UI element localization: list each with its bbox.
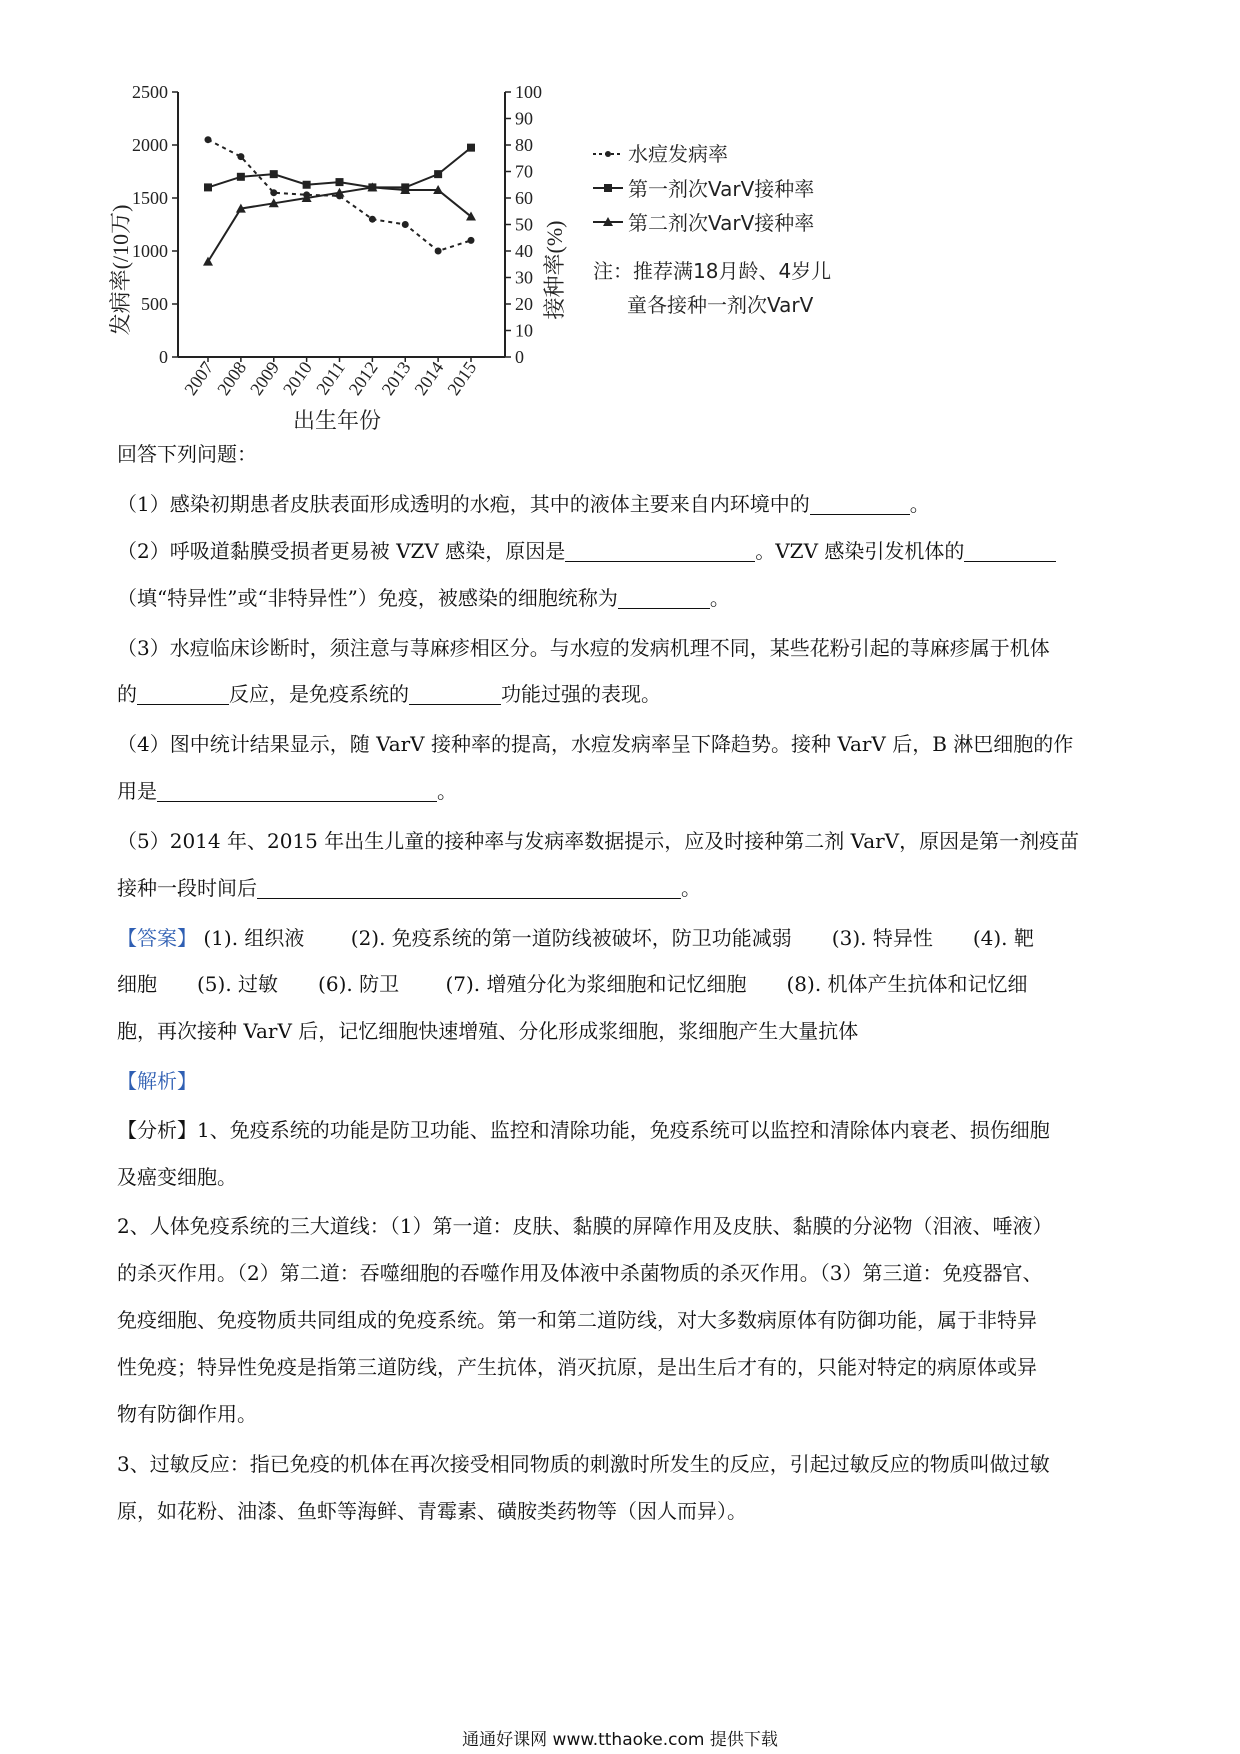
right-tick-label: 40 <box>515 241 533 261</box>
x-tick-label: 2007 <box>180 357 218 399</box>
question-3-line1: （3）水痘临床诊断时，须注意与荨麻疹相区分。与水痘的发病机理不同，某些花粉引起的荨麻疹属于机体 <box>117 636 1050 660</box>
analysis-p3-line2: 原，如花粉、油漆、鱼虾等海鲜、青霉素、磺胺类药物等（因人而异）。 <box>117 1499 747 1523</box>
analysis-p2-line1: 2、人体免疫系统的三大道线：（1）第一道：皮肤、黏膜的屏障作用及皮肤、黏膜的分泌物（泪液、唾液） <box>117 1214 1053 1238</box>
question-3-line2: 的 反应，是免疫系统的 功能过强的表现。 <box>117 682 661 706</box>
answer-tag: 【答案】 <box>117 926 197 950</box>
chart-note-line1: 注：推荐满18月龄、4岁儿 <box>593 259 832 283</box>
right-tick-label: 0 <box>515 347 524 367</box>
right-tick-label: 80 <box>515 135 533 155</box>
y-axis-label-right: 接种率(%) <box>542 220 567 320</box>
analysis-p2-line2: 的杀灭作用。（2）第二道：吞噬细胞的吞噬作用及体液中杀菌物质的杀灭作用。（3）第三道：免疫器官、 <box>117 1261 1043 1285</box>
right-tick-label: 50 <box>515 214 533 235</box>
legend-item-1 <box>593 142 728 166</box>
series-1-point <box>468 237 475 244</box>
analysis-p1-line1: 【分析】1、免疫系统的功能是防卫功能、监控和清除功能，免疫系统可以监控和清除体内衰老、损伤细胞 <box>117 1118 1050 1142</box>
analysis-tag: 【解析】 <box>117 1069 197 1093</box>
x-tick-label: 2010 <box>278 357 316 399</box>
question-5-line2: 接种一段时间后 。 <box>117 876 701 900</box>
footer: 通通好课网 www.tthaoke.com 提供下载 <box>462 1730 778 1750</box>
series-1-point <box>270 189 277 196</box>
series-2-point <box>237 173 245 181</box>
question-5-line1: （5）2014 年、2015 年出生儿童的接种率与发病率数据提示，应及时接种第二剂 VarV，原因是第一剂疫苗 <box>117 829 1080 853</box>
right-tick-label: 100 <box>515 82 542 102</box>
legend-label-1: 水痘发病率 <box>628 142 728 166</box>
legend-label-2: 第一剂次VarV接种率 <box>628 177 815 201</box>
question-2-line2: （填“特异性”或“非特异性”）免疫，被感染的细胞统称为 。 <box>117 586 730 610</box>
series-2-point <box>336 178 344 186</box>
question-4-line1: （4）图中统计结果显示，随 VarV 接种率的提高，水痘发病率呈下降趋势。接种 VarV 后，B 淋巴细胞的作 <box>117 732 1074 756</box>
analysis-p2-line3: 免疫细胞、免疫物质共同组成的免疫系统。第一和第二道防线，对大多数病原体有防御功能，属于非特异 <box>117 1308 1037 1332</box>
x-tick-label: 2015 <box>443 357 481 399</box>
series-1-point <box>369 216 376 223</box>
vaccination-chart <box>100 80 980 500</box>
right-tick-label: 30 <box>515 267 533 288</box>
analysis-p2-line5: 物有防御作用。 <box>117 1402 257 1426</box>
series-1-point <box>205 136 212 143</box>
analysis-p3-line1: 3、过敏反应：指已免疫的机体在再次接受相同物质的刺激时所发生的反应，引起过敏反应的物质叫做过敏 <box>117 1452 1050 1476</box>
left-tick-label: 2500 <box>132 82 168 102</box>
right-tick-label: 70 <box>515 161 533 182</box>
right-tick-label: 10 <box>515 320 533 341</box>
right-tick-label: 90 <box>515 108 533 129</box>
left-tick-label: 0 <box>159 347 168 367</box>
legend-label-3: 第二剂次VarV接种率 <box>628 211 815 235</box>
analysis-p1-line2: 及癌变细胞。 <box>117 1165 237 1189</box>
question-4-line2: 用是 。 <box>117 779 457 803</box>
right-tick-label: 60 <box>515 188 533 208</box>
x-tick-label: 2009 <box>245 357 284 399</box>
question-1: （1）感染初期患者皮肤表面形成透明的水疱，其中的液体主要来自内环境中的 。 <box>117 492 930 516</box>
answer-line3: 胞，再次接种 VarV 后，记忆细胞快速增殖、分化形成浆细胞，浆细胞产生大量抗体 <box>117 1019 859 1043</box>
question-2-line1: （2）呼吸道黏膜受损者更易被 VZV 感染，原因是 。VZV 感染引发机体的 <box>117 537 1056 565</box>
series-3-point <box>203 257 213 266</box>
chart-note-line2: 童各接种一剂次VarV <box>627 293 814 317</box>
series-2-point <box>303 181 311 189</box>
left-tick-label: 1500 <box>132 188 168 208</box>
series-2-point <box>467 144 475 152</box>
series-1-point <box>237 153 244 160</box>
series-2-point <box>204 183 212 191</box>
y-axis-label-left: 发病率(/10万) <box>108 204 133 336</box>
series-1-point <box>435 248 442 255</box>
legend <box>593 142 831 317</box>
series-2-point <box>434 170 442 178</box>
answer-line1: 【答案】 (1). 组织液 (2). 免疫系统的第一道防线被破坏，防卫功能减弱 (3). 特异性 (4). 靶 <box>117 926 1034 950</box>
x-tick-label: 2011 <box>312 357 349 399</box>
question-prompt: 回答下列问题： <box>117 442 257 466</box>
x-tick-label: 2013 <box>377 357 415 399</box>
x-axis-label: 出生年份 <box>292 408 382 433</box>
answer-line2: 细胞 (5). 过敏 (6). 防卫 (7). 增殖分化为浆细胞和记忆细胞 (8). 机体产生抗体和记忆细 <box>117 972 1028 996</box>
x-tick-label: 2012 <box>344 357 382 399</box>
legend-item-3 <box>593 211 814 235</box>
legend-item-2 <box>593 177 814 201</box>
analysis-p2-line4: 性免疫；特异性免疫是指第三道防线，产生抗体，消灭抗原，是出生后才有的，只能对特定的病原体或异 <box>117 1355 1037 1379</box>
left-tick-label: 2000 <box>132 135 168 155</box>
right-tick-label: 20 <box>515 294 533 314</box>
left-tick-label: 1000 <box>132 241 168 261</box>
x-tick-label: 2008 <box>213 357 251 399</box>
series-2-point <box>270 170 278 178</box>
series-1-point <box>402 221 409 228</box>
x-tick-label: 2014 <box>410 357 448 399</box>
left-tick-label: 500 <box>141 294 168 314</box>
